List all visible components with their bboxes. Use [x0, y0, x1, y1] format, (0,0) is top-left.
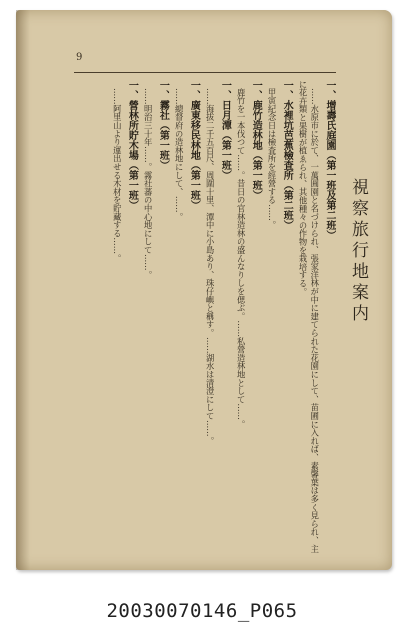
page-number: 9	[76, 52, 83, 63]
entry-title: 一、增壽氏庭園（第一班及第二班）	[324, 80, 335, 240]
entry-title: 一、廣東移民林地（第一班）	[188, 80, 200, 210]
entry-body: 鹿竹を一本伐つて……。昔日の官林造林の盛んなりしを偲ぶ。……私營造林地として……。	[236, 88, 247, 429]
entry-body: ……海拔二千五百尺、周圍十里、潭中に小島あり、珠仔嶼と稱す。……湖水は清澄にして……。	[205, 88, 216, 446]
entry-body: ……水原市に於て、一萬圓園と名づけられ、張家洋林が中に建てられた花園にして、苗圃に入れば、素馨葉は多く見られ、主に花卉類と果樹が植ゑられ、其他種々の作物を栽培する。	[298, 80, 320, 554]
section-title: 視察旅行地案内	[348, 178, 368, 325]
entry-title: 一、營林所貯木場（第一班）	[126, 80, 138, 210]
entry	[141, 80, 169, 558]
archive-id-caption: 20030070146_P065	[106, 600, 298, 622]
entry-title: 一、霧社（第一班）	[157, 80, 169, 170]
scanned-page	[16, 10, 392, 570]
entry	[296, 80, 336, 558]
entry-title: 一、水裡坑芭蕉檢査所（第二班）	[281, 80, 293, 230]
entry	[265, 80, 293, 558]
entry	[234, 80, 262, 558]
body-text	[74, 80, 336, 558]
entry	[172, 80, 200, 558]
entry-body: 甲寅紀念日は檢査所を經營する……。	[267, 88, 278, 230]
entry	[110, 80, 138, 558]
entry-title: 一、日月潭（第一班）	[219, 80, 231, 180]
entry-title: 一、鹿竹造林地（第一班）	[250, 80, 262, 200]
entry-body: ……總督府の造林地にして、……。	[174, 88, 185, 222]
header-rule	[74, 72, 336, 73]
binding-edge	[16, 10, 30, 570]
entry	[203, 80, 231, 558]
entry-body: ……明治三十年……。霧社蕃の中心地にして……。	[143, 88, 154, 280]
entry-body: ……阿里山より運出せる木材を貯藏する……。	[112, 88, 123, 263]
